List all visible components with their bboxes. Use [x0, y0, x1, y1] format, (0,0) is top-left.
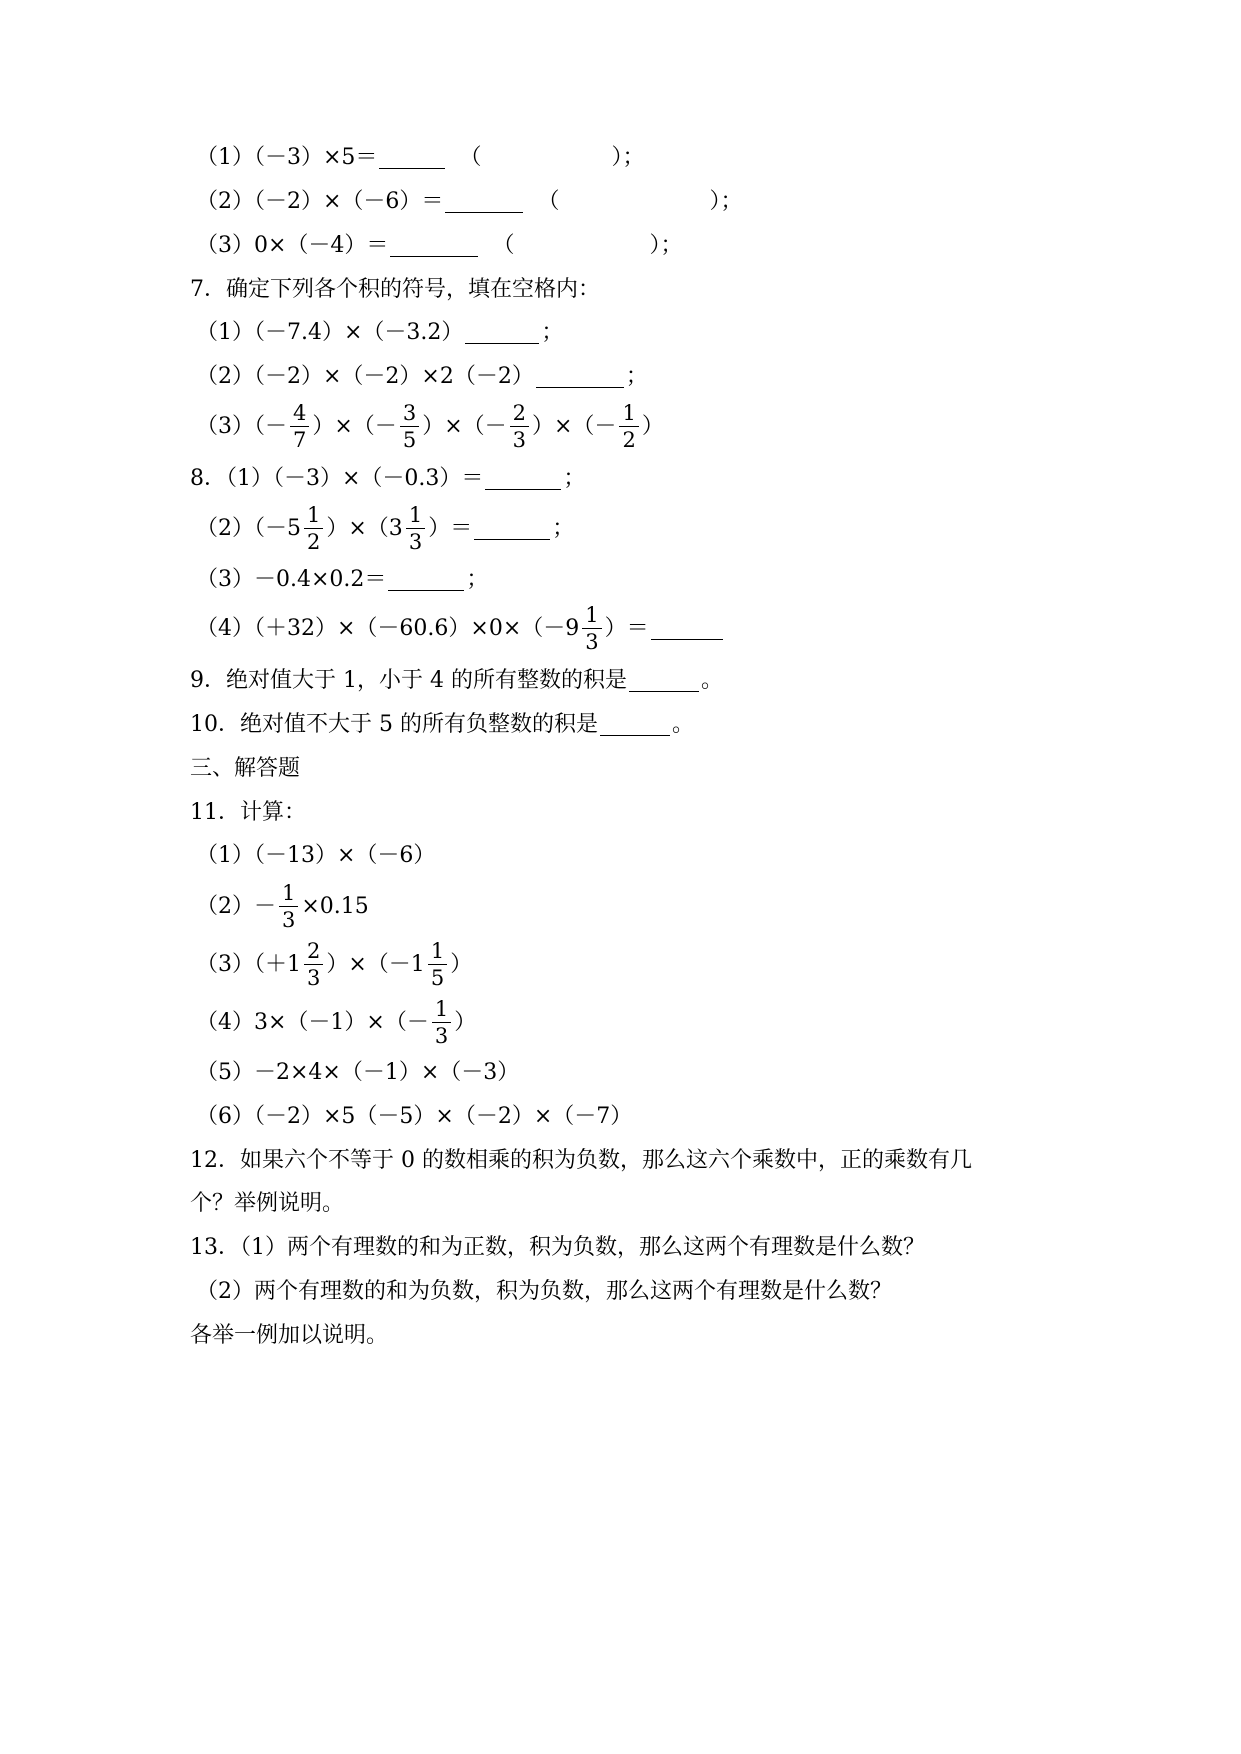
numerator: 1 — [304, 504, 323, 529]
answer-blank[interactable] — [379, 167, 445, 169]
q7-3-part: （3）（－ — [196, 413, 287, 439]
q13-prompt-line-3 — [190, 1325, 388, 1347]
fraction — [400, 402, 419, 451]
fraction — [428, 940, 447, 989]
denominator: 3 — [434, 1024, 449, 1049]
q11-4-part: ） — [454, 1009, 477, 1035]
q13-text: （2）两个有理数的和为负数，积为负数，那么这两个有理数是什么数？ — [196, 1279, 892, 1304]
q11-2-part: （2）－ — [196, 893, 276, 919]
q8-4-part: （4）（＋32）×（－60.6）×0×（－9 — [196, 615, 580, 641]
denominator: 5 — [402, 428, 417, 453]
q9-prompt — [190, 670, 723, 692]
denominator: 3 — [585, 630, 599, 655]
q6-2-expression: （2）（－2）×（－6）＝ — [196, 189, 444, 214]
answer-blank[interactable] — [474, 538, 550, 540]
denominator: 3 — [307, 966, 321, 991]
q8-4-part: ）＝ — [604, 615, 649, 641]
period: 。 — [700, 668, 723, 693]
q8-2-part: ）×（3 — [326, 515, 403, 541]
q8-2-part: （2）（－5 — [196, 515, 301, 541]
q11-item-4 — [196, 998, 476, 1047]
answer-blank[interactable] — [536, 386, 624, 388]
answer-blank[interactable] — [651, 638, 723, 640]
q13-text: 各举一例加以说明。 — [190, 1323, 389, 1348]
q7-item-1 — [196, 322, 563, 344]
answer-blank[interactable] — [445, 211, 523, 213]
numerator: 2 — [510, 402, 529, 427]
q11-item-6 — [196, 1106, 632, 1128]
q6-item-3 — [196, 235, 682, 257]
q8-1-expression: 8．（1）（－3）×（－0.3）＝ — [190, 466, 484, 491]
period: 。 — [671, 712, 694, 737]
answer-blank[interactable] — [390, 255, 478, 257]
q12-text: 12．如果六个不等于 0 的数相乘的积为负数，那么这六个乘数中，正的乘数有几 — [190, 1148, 972, 1173]
semicolon: ； — [541, 320, 564, 345]
q13-prompt-line-2 — [196, 1281, 892, 1303]
section-3-title: 三、解答题 — [190, 756, 301, 781]
q7-prompt — [190, 279, 600, 301]
reason-open-paren: （ — [537, 189, 560, 214]
q12-text: 个？举例说明。 — [190, 1191, 345, 1216]
q7-3-part: ）×（－ — [422, 413, 507, 439]
q11-text: 11．计算： — [190, 800, 306, 825]
q7-item-2 — [196, 366, 648, 388]
q11-item-5 — [196, 1062, 519, 1084]
q11-6-expression: （6）（－2）×5（－5）×（－2）×（－7） — [196, 1104, 633, 1129]
fraction — [619, 402, 638, 451]
fraction — [432, 998, 451, 1047]
numerator: 3 — [400, 402, 419, 427]
fraction — [304, 940, 323, 989]
q10-prompt — [190, 714, 694, 736]
reason-open-paren: （ — [459, 145, 482, 170]
numerator: 1 — [406, 504, 425, 529]
q11-prompt — [190, 802, 306, 824]
numerator: 1 — [582, 604, 601, 629]
answer-blank[interactable] — [629, 690, 699, 692]
section-heading — [190, 758, 300, 780]
semicolon: ； — [563, 466, 586, 491]
fraction — [279, 882, 298, 931]
semicolon: ； — [466, 567, 489, 592]
q7-1-expression: （1）（－7.4）×（－3.2） — [196, 320, 464, 345]
q11-2-part: ×0.15 — [301, 893, 369, 919]
q11-3-part: ） — [450, 951, 473, 977]
q6-item-1 — [196, 147, 644, 169]
q7-3-part: ）×（－ — [312, 413, 397, 439]
fraction — [290, 402, 309, 451]
denominator: 3 — [512, 428, 526, 453]
reason-close-paren: ）； — [709, 189, 743, 214]
numerator: 1 — [432, 998, 451, 1023]
q7-text: 7．确定下列各个积的符号，填在空格内： — [190, 277, 600, 302]
q6-1-expression: （1）（－3）×5＝ — [196, 145, 378, 170]
fraction — [406, 504, 425, 553]
fraction — [304, 504, 323, 553]
q7-3-part: ）×（－ — [532, 413, 617, 439]
q7-item-3 — [196, 402, 664, 451]
q13-prompt-line-1 — [190, 1237, 925, 1259]
denominator: 2 — [622, 428, 636, 453]
reason-open-paren: （ — [492, 233, 515, 258]
q11-item-2 — [196, 882, 369, 931]
q9-text: 9．绝对值大于 1，小于 4 的所有整数的积是 — [190, 668, 627, 693]
denominator: 7 — [293, 428, 307, 453]
semicolon: ； — [625, 364, 648, 389]
numerator: 2 — [304, 940, 323, 965]
q8-item-4 — [196, 604, 725, 653]
denominator: 2 — [307, 530, 321, 555]
numerator: 1 — [619, 402, 638, 427]
q12-prompt-line-1 — [190, 1150, 972, 1172]
q11-4-part: （4）3×（－1）×（－ — [196, 1009, 429, 1035]
semicolon: ； — [552, 515, 575, 541]
q13-text: 13．（1）两个有理数的和为正数，积为负数，那么这两个有理数是什么数？ — [190, 1235, 925, 1260]
q8-3-expression: （3）－0.4×0.2＝ — [196, 567, 387, 592]
q11-3-part: （3）（＋1 — [196, 951, 301, 977]
q11-item-1 — [196, 845, 435, 867]
q6-item-2 — [196, 191, 742, 213]
fraction — [510, 402, 529, 451]
q8-item-2 — [196, 504, 574, 553]
denominator: 3 — [408, 530, 423, 555]
numerator: 4 — [290, 402, 309, 427]
q6-3-expression: （3）0×（－4）＝ — [196, 233, 389, 258]
reason-close-paren: ）； — [611, 145, 645, 170]
answer-blank[interactable] — [485, 488, 561, 490]
denominator: 3 — [282, 908, 296, 933]
q11-3-part: ）×（－1 — [326, 951, 425, 977]
q8-item-3 — [196, 569, 488, 591]
reason-close-paren: ）； — [649, 233, 683, 258]
q12-prompt-line-2 — [190, 1193, 344, 1215]
q7-3-part: ） — [641, 413, 664, 439]
denominator: 5 — [430, 966, 445, 991]
answer-blank[interactable] — [600, 734, 670, 736]
q8-2-part: ）＝ — [428, 515, 473, 541]
q11-1-expression: （1）（－13）×（－6） — [196, 843, 436, 868]
answer-blank[interactable] — [388, 589, 464, 591]
q7-2-expression: （2）（－2）×（－2）×2（－2） — [196, 364, 534, 389]
answer-blank[interactable] — [465, 342, 539, 344]
fraction — [582, 604, 601, 653]
q10-text: 10．绝对值不大于 5 的所有负整数的积是 — [190, 712, 598, 737]
q11-item-3 — [196, 940, 472, 989]
numerator: 1 — [279, 882, 298, 907]
numerator: 1 — [428, 940, 447, 965]
q11-5-expression: （5）－2×4×（－1）×（－3） — [196, 1060, 520, 1085]
q8-item-1 — [190, 468, 585, 490]
